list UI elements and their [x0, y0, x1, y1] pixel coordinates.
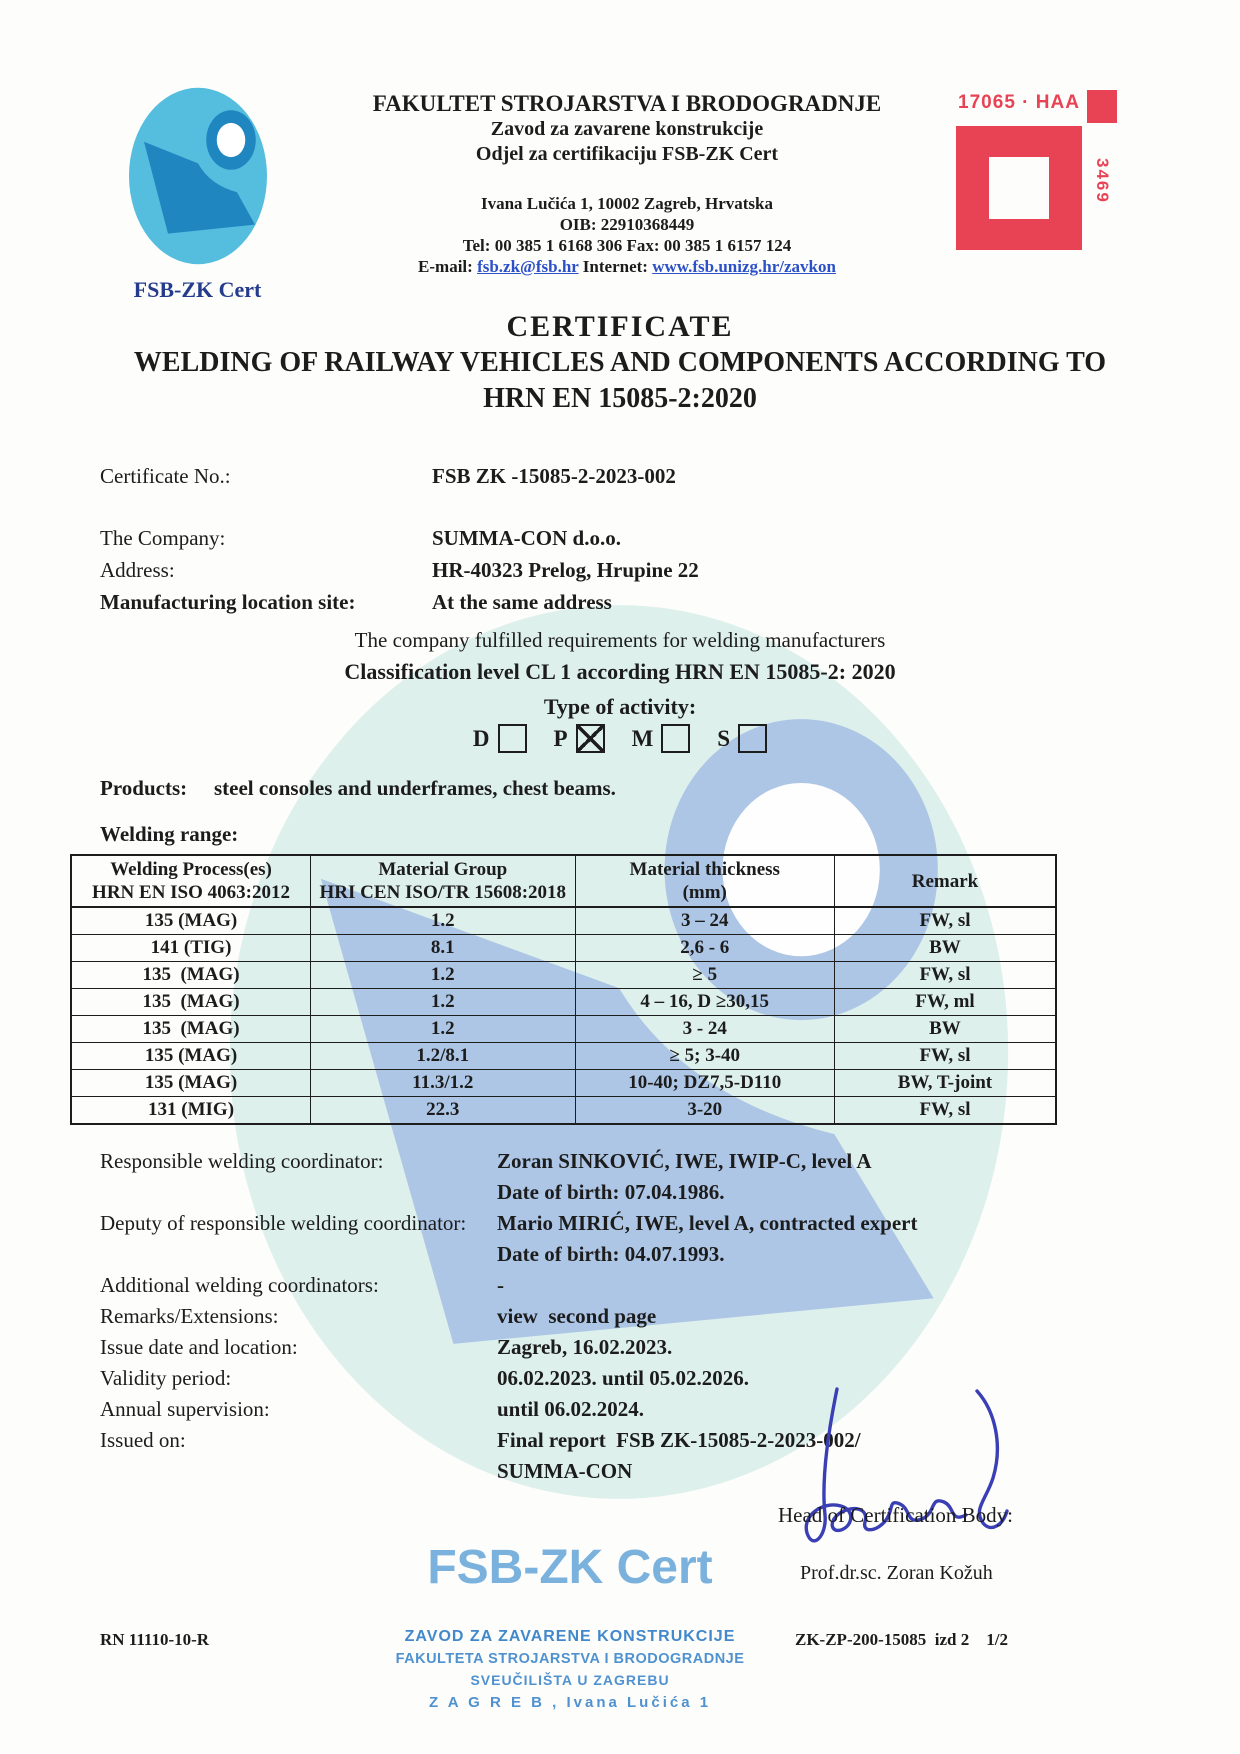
table-cell: 3 – 24: [575, 907, 834, 935]
org-email-line: [300, 256, 954, 277]
activity-title: Type of activity:: [543, 694, 697, 719]
haa-accreditation-number: 3469: [1093, 158, 1112, 204]
title-line2: WELDING OF RAILWAY VEHICLES AND COMPONENTS ACCORDING TO: [133, 347, 1107, 378]
table-row: [71, 962, 1056, 989]
table-cell: 1.2: [311, 989, 575, 1016]
activity-option-P: [554, 724, 605, 753]
organization-block: [300, 86, 954, 303]
table-cell: FW, sl: [834, 962, 1056, 989]
stamp-line: FAKULTETA STROJARSTVA I BRODOGRADNJE: [395, 1651, 745, 1667]
header-line1: Welding Process(es): [110, 859, 272, 880]
info-rows: [100, 1146, 1200, 1487]
header-line2: HRN EN ISO 4063:2012: [92, 882, 290, 903]
info-label: [100, 1177, 497, 1208]
fulfilled-statement: The company fulfilled requirements for welding manufacturers: [354, 628, 886, 652]
title-line3: HRN EN 15085-2:2020: [483, 383, 757, 414]
signature-ink: [795, 1383, 1010, 1578]
info-value: Final report FSB ZK-15085-2-2023-002/: [497, 1428, 861, 1452]
info-label: Annual supervision:: [100, 1397, 270, 1421]
table-cell: 3 - 24: [575, 1016, 834, 1043]
org-phone-fax: Tel: 00 385 1 6168 306 Fax: 00 385 1 6157 124: [462, 236, 792, 255]
info-value: Date of birth: 04.07.1993.: [497, 1242, 725, 1266]
table-row: [71, 989, 1056, 1016]
haa-small-square: [1087, 90, 1117, 123]
info-value: -: [497, 1273, 504, 1297]
table-cell: 135 (MAG): [71, 907, 311, 935]
haa-square-hole: [989, 157, 1049, 219]
table-cell: 11.3/1.2: [311, 1070, 575, 1097]
activity-option-M: [632, 724, 691, 753]
table-cell: ≥ 5: [575, 962, 834, 989]
activity-option-D: [473, 724, 527, 753]
activity-letter: D: [472, 725, 490, 751]
header-line2: HRI CEN ISO/TR 15608:2018: [319, 882, 567, 903]
info-row: [100, 1363, 1200, 1394]
email-link[interactable]: fsb.zk@fsb.hr: [477, 257, 579, 276]
info-row: [100, 1456, 1200, 1487]
certificate-fields: [100, 460, 1160, 618]
haa-accreditation-mark: [954, 90, 1122, 265]
products-value: steel consoles and underframes, chest beams.: [214, 776, 616, 800]
info-row: [100, 1239, 1200, 1270]
stamp-line: ZAVOD ZA ZAVARENE KONSTRUKCIJE: [404, 1628, 736, 1645]
table-row: [71, 1016, 1056, 1043]
table-cell: BW: [834, 935, 1056, 962]
internet-link[interactable]: www.fsb.unizg.hr/zavkon: [652, 257, 836, 276]
table-cell: BW: [834, 1016, 1056, 1043]
info-value: Zoran SINKOVIĆ, IWE, IWIP-C, level A: [497, 1149, 872, 1173]
info-label: Remarks/Extensions:: [100, 1304, 279, 1328]
table-cell: 8.1: [311, 935, 575, 962]
info-row: [100, 1425, 1200, 1456]
activity-checkbox-S: [738, 724, 767, 753]
table-cell: 131 (MIG): [71, 1097, 311, 1125]
table-cell: FW, ml: [834, 989, 1056, 1016]
header-line1: Remark: [911, 870, 979, 892]
table-header-cell: [311, 855, 575, 907]
header-line1: Material thickness: [629, 859, 780, 880]
info-label: Responsible welding coordinator:: [100, 1149, 384, 1173]
title-line1: CERTIFICATE: [506, 310, 734, 343]
info-row: [100, 1270, 1200, 1301]
info-label: [100, 1239, 497, 1270]
info-label: Issue date and location:: [100, 1335, 298, 1359]
activity-checkbox-P: [576, 724, 605, 753]
logo-caption: FSB-ZK Cert: [133, 277, 262, 302]
activity-checkbox-D: [498, 724, 527, 753]
info-label: Issued on:: [100, 1428, 186, 1452]
activity-letter: S: [717, 725, 731, 751]
activity-letter: P: [553, 725, 568, 751]
footer-form-code: RN 11110-10-R: [100, 1630, 210, 1649]
activity-checkboxes: [0, 724, 1240, 753]
table-cell: 3-20: [575, 1097, 834, 1125]
info-value: until 06.02.2024.: [497, 1397, 645, 1421]
org-address: Ivana Lučića 1, 10002 Zagreb, Hrvatska: [480, 194, 773, 213]
info-row: [100, 1332, 1200, 1363]
info-label: Validity period:: [100, 1366, 232, 1390]
field-row: [100, 460, 1160, 492]
field-row: [100, 554, 1160, 586]
info-value: 06.02.2023. until 05.02.2026.: [497, 1366, 750, 1390]
table-row: [71, 1097, 1056, 1125]
activity-checkbox-M: [661, 724, 690, 753]
table-cell: BW, T-joint: [834, 1070, 1056, 1097]
field-row: [100, 586, 1160, 618]
info-row: [100, 1208, 1200, 1239]
signatory-name: Prof.dr.sc. Zoran Kožuh: [800, 1562, 993, 1584]
table-row: [71, 1043, 1056, 1070]
table-header-cell: [575, 855, 834, 907]
field-value: At the same address: [432, 590, 612, 614]
classification-statement: Classification level CL 1 according HRN EN 15085-2: 2020: [344, 659, 896, 684]
header-line1: Material Group: [378, 859, 508, 880]
table-cell: 135 (MAG): [71, 1043, 311, 1070]
table-row: [71, 935, 1056, 962]
footer-document-code: ZK-ZP-200-15085 izd 2 1/2: [795, 1630, 1008, 1649]
table-cell: 10-40; DZ7,5-D110: [575, 1070, 834, 1097]
field-label: The Company:: [100, 526, 226, 550]
info-value: Mario MIRIĆ, IWE, level A, contracted expert: [497, 1211, 918, 1235]
activity-letter: M: [631, 725, 654, 751]
info-row: [100, 1146, 1200, 1177]
table-header-cell: [834, 855, 1056, 907]
welding-range-table: [70, 854, 1057, 1125]
footer-stamp: [350, 1625, 790, 1714]
info-value: view second page: [497, 1304, 657, 1328]
table-cell: 135 (MAG): [71, 1070, 311, 1097]
products-row: [100, 776, 616, 801]
info-value: SUMMA-CON: [497, 1459, 633, 1483]
field-value: FSB ZK -15085-2-2023-002: [432, 464, 676, 488]
header-line2: (mm): [682, 882, 727, 903]
info-row: [100, 1394, 1200, 1425]
table-cell: 22.3: [311, 1097, 575, 1125]
table-cell: 1.2: [311, 1016, 575, 1043]
table-cell: FW, sl: [834, 1097, 1056, 1125]
email-label: E-mail:: [418, 257, 473, 276]
field-label: Address:: [100, 558, 175, 582]
table-header-cell: [71, 855, 311, 907]
fsb-zk-logo-icon: [123, 86, 273, 266]
info-row: [100, 1301, 1200, 1332]
info-label: Additional welding coordinators:: [100, 1273, 379, 1297]
table-cell: FW, sl: [834, 907, 1056, 935]
org-department: Zavod za zavarene konstrukcije: [490, 118, 764, 140]
field-value: SUMMA-CON d.o.o.: [432, 526, 621, 550]
haa-big-square: [956, 126, 1082, 250]
certificate-title: [0, 308, 1240, 417]
table-header-row: [71, 855, 1056, 907]
table-cell: 1.2: [311, 907, 575, 935]
stamp-line: Z A G R E B , Ivana Lučića 1: [428, 1694, 712, 1711]
haa-standard-label: 17065 · HAA: [958, 92, 1080, 113]
table-cell: ≥ 5; 3-40: [575, 1043, 834, 1070]
org-cert-office: Odjel za certifikaciju FSB-ZK Cert: [475, 143, 779, 165]
logo-block: [95, 86, 300, 303]
products-label: Products:: [100, 776, 188, 800]
welding-range-label: Welding range:: [100, 822, 239, 846]
table-cell: 1.2: [311, 962, 575, 989]
field-label: Manufacturing location site:: [100, 590, 356, 614]
table-cell: 2,6 - 6: [575, 935, 834, 962]
table-cell: 135 (MAG): [71, 1016, 311, 1043]
info-value: Date of birth: 07.04.1986.: [497, 1180, 725, 1204]
table-cell: 135 (MAG): [71, 962, 311, 989]
table-row: [71, 1070, 1056, 1097]
table-cell: 1.2/8.1: [311, 1043, 575, 1070]
field-label: Certificate No.:: [100, 464, 231, 488]
activity-option-S: [717, 724, 767, 753]
org-oib: OIB: 22910368449: [559, 215, 695, 234]
org-name: FAKULTET STROJARSTVA I BRODOGRADNJE: [372, 91, 882, 116]
info-label: Deputy of responsible welding coordinator:: [100, 1211, 467, 1235]
info-label: [100, 1456, 497, 1487]
info-row: [100, 1177, 1200, 1208]
field-value: HR-40323 Prelog, Hrupine 22: [432, 558, 699, 582]
table-cell: 135 (MAG): [71, 989, 311, 1016]
table-row: [71, 907, 1056, 935]
internet-label: Internet:: [582, 257, 648, 276]
field-row: [100, 522, 1160, 554]
stamp-line: SVEUČILIŠTA U ZAGREBU: [470, 1672, 670, 1688]
footer-logo-text: FSB-ZK Cert: [427, 1541, 713, 1594]
table-cell: 141 (TIG): [71, 935, 311, 962]
info-value: Zagreb, 16.02.2023.: [497, 1335, 673, 1359]
table-cell: FW, sl: [834, 1043, 1056, 1070]
signature-role: Head of Certification Body:: [778, 1503, 1014, 1527]
table-cell: 4 – 16, D ≥30,15: [575, 989, 834, 1016]
header: [95, 86, 1122, 303]
